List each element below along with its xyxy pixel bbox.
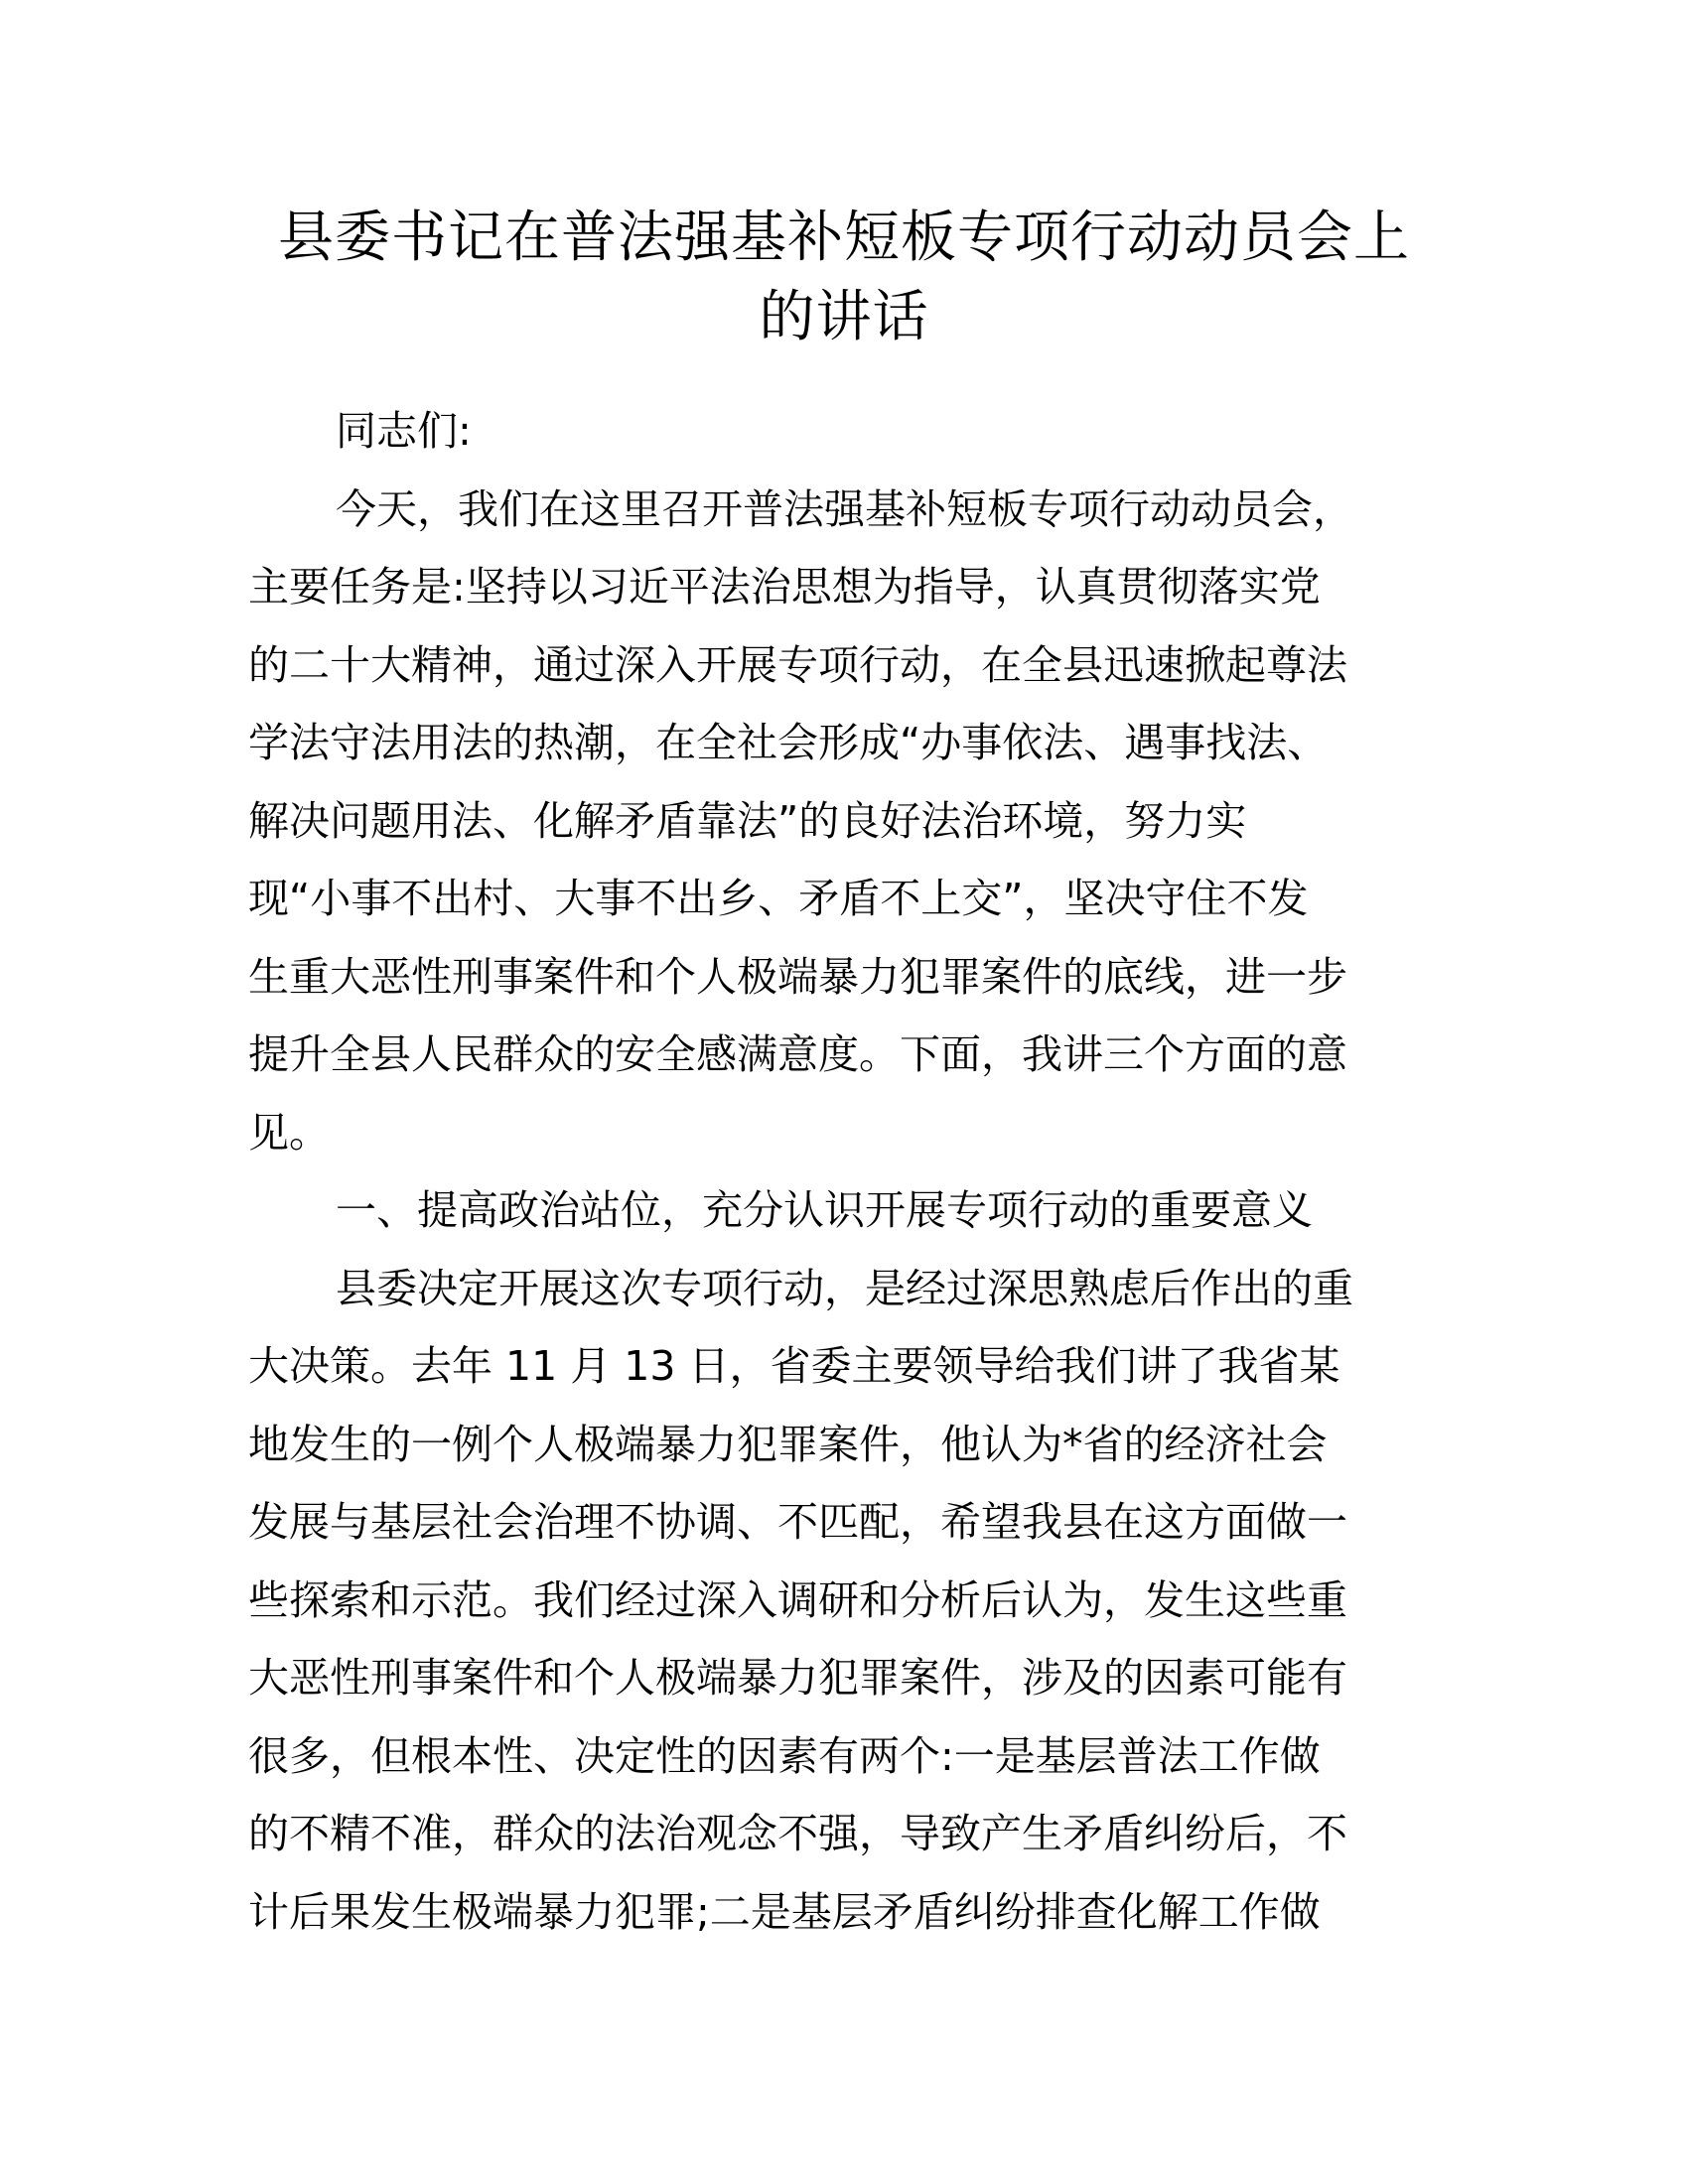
section-paragraph — [248, 1250, 1440, 1952]
paragraph-line: 大决策。去年 11 月 13 日，省委主要领导给我们讲了我省某 — [248, 1342, 1340, 1390]
paragraph-line: 地发生的一例个人极端暴力犯罪案件，他认为*省的经济社会 — [248, 1420, 1328, 1468]
paragraph-line: 发展与基层社会治理不协调、不匹配，希望我县在这方面做一 — [248, 1498, 1347, 1546]
document-title — [248, 199, 1440, 357]
paragraph-line: 的不精不准，群众的法治观念不强，导致产生矛盾纠纷后，不 — [248, 1810, 1347, 1857]
paragraph-line: 提升全县人民群众的安全感满意度。下面，我讲三个方面的意 — [248, 1030, 1347, 1078]
paragraph-line: 学法守法用法的热潮，在全社会形成“办事依法、遇事找法、 — [248, 719, 1329, 766]
paragraph-line: 今天，我们在这里召开普法强基补短板专项行动动员会， — [336, 484, 1353, 533]
paragraph-line: 现“小事不出村、大事不出乡、矛盾不上交”，坚决守住不发 — [248, 875, 1309, 922]
paragraph-line: 生重大恶性刑事案件和个人极端暴力犯罪案件的底线，进一步 — [248, 952, 1347, 1001]
paragraph-line: 些探索和示范。我们经过深入调研和分析后认为，发生这些重 — [248, 1575, 1347, 1624]
paragraph-line: 主要任务是:坚持以习近平法治思想为指导，认真贯彻落实党 — [248, 563, 1321, 611]
title-line-1: 县委书记在普法强基补短板专项行动动员会上 — [278, 205, 1410, 270]
paragraph-line: 计后果发生极端暴力犯罪;二是基层矛盾纠纷排查化解工作做 — [248, 1887, 1321, 1936]
paragraph-line: 大恶性刑事案件和个人极端暴力犯罪案件，涉及的因素可能有 — [248, 1654, 1347, 1702]
paragraph-line: 县委决定开展这次专项行动，是经过深思熟虑后作出的重 — [336, 1264, 1353, 1312]
title-line-2: 的讲话 — [759, 285, 929, 349]
paragraph-line: 解决问题用法、化解矛盾靠法”的良好法治环境，努力实 — [248, 796, 1247, 845]
paragraph-line: 见。 — [248, 1108, 330, 1157]
paragraph-line: 很多，但根本性、决定性的因素有两个:一是基层普法工作做 — [248, 1731, 1321, 1780]
document-body — [248, 392, 1440, 1951]
opening-paragraph — [248, 471, 1440, 1172]
paragraph-line: 的二十大精神，通过深入开展专项行动，在全县迅速掀起尊法 — [248, 640, 1347, 689]
salutation: 同志们: — [336, 407, 472, 455]
section-heading: 一、提高政治站位，充分认识开展专项行动的重要意义 — [336, 1186, 1313, 1234]
